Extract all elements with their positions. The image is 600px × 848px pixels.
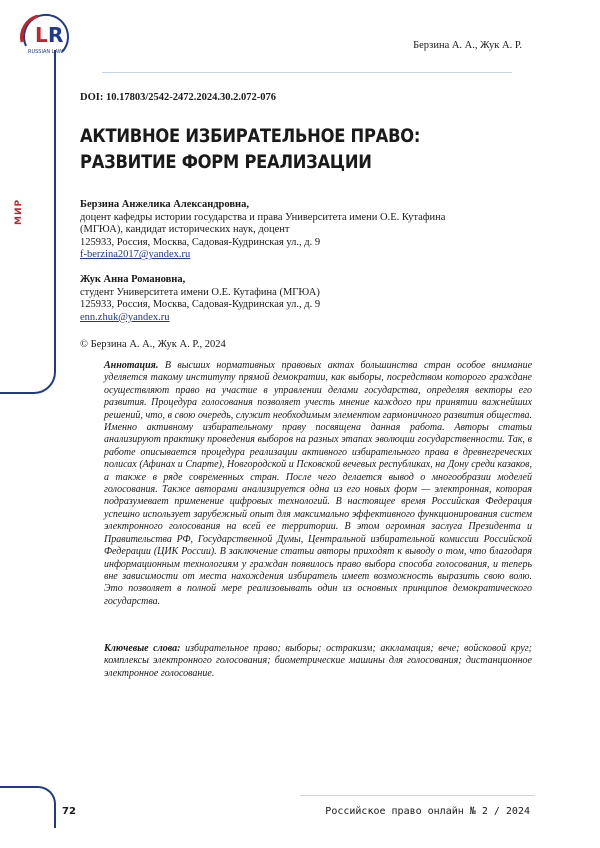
abstract-text: В высших нормативных правовых актах большинства стран особое внимание уделяется такому институту прямой демократии, как выборы, посредством которого граждане осуществляют право на участие в управлении делами государства, определяя векторы его развития. Процедура голосования позволяет учесть мнение каждого при принятии важнейших решений, что, в свою очередь, служит необходимым элементом гармоничного развития общества. Именно активному избирательному праву посвящена данная работа. Авторы статьи анализируют практику проведения выборов на разных этапах эволюции государственности. Так, в работе описывается процедура реализации активного избирательного права в древнегреческих полисах (Афинах и Спарте), Новгородской и Псковской вечевых республиках, на Дону среди казаков, а также в ряде современных стран. После чего делается вывод о многообразии моделей голосования. Также авторами анализируется одна из его новых форм — электронная, которая подразумевает применение цифровых технологий. В настоящее время Российская Федерация успешно использует зарубежный опыт для максимально эффективного функционирования систем электронного голосования на всей ее территории. В этом огромная заслуга Президента и Правительства РФ, Государственной Думы, Центральной избирательной комиссии Российской Федерации (ЦИК России). В заключение статьи авторы приходят к выводу о том, что благодаря информационным технологиям у граждан появилось право выбора способа голосования, и теперь вне зависимости от места нахождения избиратель имеет возможность выразить свою волю. Это позволяет в полной мере реализовывать один из основных принципов демократического государства.	[104, 360, 533, 607]
footer-bracket	[0, 786, 56, 828]
author-2-address: 125933, Россия, Москва, Садовая-Кудринская ул., д. 9	[80, 299, 321, 311]
author-1-address: 125933, Россия, Москва, Садовая-Кудринская ул., д. 9	[80, 236, 321, 248]
svg-text:L: L	[35, 23, 48, 47]
keywords	[104, 643, 532, 680]
keywords-text: избирательное право; выборы; остракизм; аккламация; вече; войсковой круг; комплексы электронного голосования; биометрические машины для голосования; дистанционное электронное голосование.	[104, 643, 532, 679]
title-line-2: РАЗВИТИЕ ФОРМ РЕАЛИЗАЦИИ	[80, 151, 372, 173]
author-2-email-link[interactable]: enn.zhuk@yandex.ru	[80, 311, 170, 323]
section-label: МИР	[14, 198, 24, 225]
copyright: © Берзина А. А., Жук А. Р., 2024	[80, 339, 226, 350]
author-1	[80, 199, 550, 262]
footer-divider	[300, 795, 535, 796]
header-divider	[102, 72, 512, 73]
keywords-label: Ключевые слова:	[104, 643, 186, 654]
side-bracket	[0, 50, 56, 394]
author-2-name: Жук Анна Романовна,	[80, 274, 186, 285]
abstract-label: Аннотация.	[104, 360, 165, 371]
author-1-name: Берзина Анжелика Александровна,	[80, 199, 249, 210]
svg-text:RUSSIAN LAW: RUSSIAN LAW	[28, 49, 63, 55]
author-1-position: доцент кафедры истории государства и права Университета имени О.Е. Кутафина	[80, 211, 446, 223]
author-1-degree: (МГЮА), кандидат исторических наук, доцент	[80, 224, 290, 236]
journal-name: Российское право онлайн № 2 / 2024	[325, 806, 530, 817]
article-title	[80, 123, 450, 175]
abstract	[104, 360, 532, 608]
doi: DOI: 10.17803/2542-2472.2024.30.2.072-076	[80, 92, 276, 103]
title-line-1: АКТИВНОЕ ИЗБИРАТЕЛЬНОЕ ПРАВО:	[80, 125, 421, 147]
author-1-email-link[interactable]: f-berzina2017@yandex.ru	[80, 249, 191, 261]
page-number: 72	[62, 806, 76, 817]
author-2-position: студент Университета имени О.Е. Кутафина (МГЮА)	[80, 286, 320, 298]
author-2	[80, 274, 550, 324]
running-header-authors: Берзина А. А., Жук А. Р.	[413, 40, 522, 51]
svg-text:R: R	[48, 23, 64, 47]
